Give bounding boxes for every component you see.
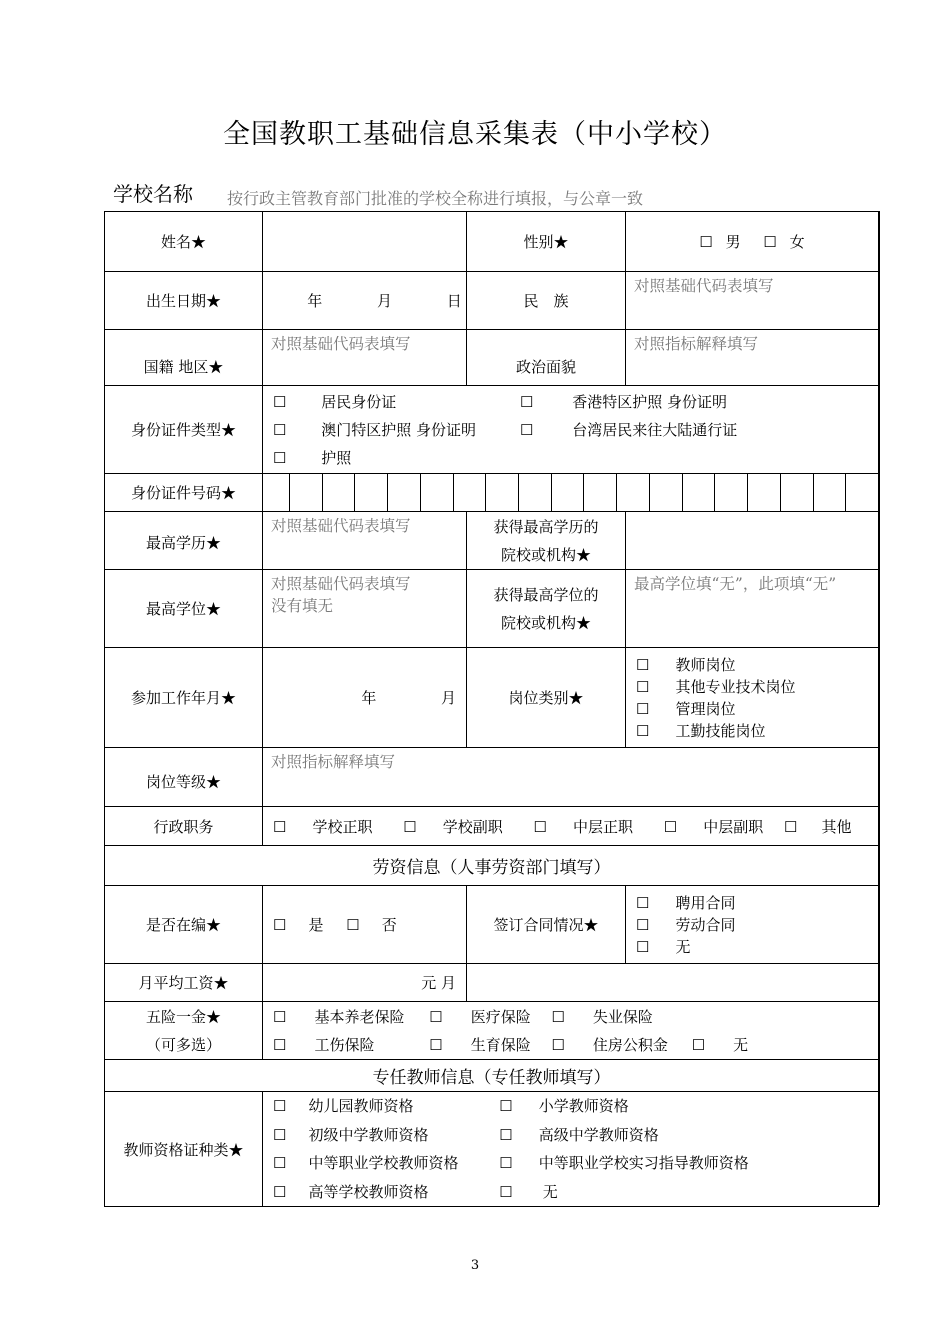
checkbox[interactable]: ☐ xyxy=(499,1097,513,1115)
post-tech: 其他专业技术岗位 xyxy=(675,677,796,696)
post-level-label: 岗位等级★ xyxy=(105,748,263,807)
year-label: 年 xyxy=(361,689,377,707)
checkbox[interactable]: ☐ xyxy=(273,1182,287,1201)
checkbox[interactable]: ☐ xyxy=(273,1007,287,1026)
checkbox[interactable]: ☐ xyxy=(273,1125,287,1144)
post-level-input[interactable]: 对照指标解释填写 xyxy=(263,748,879,807)
id-option-hk: 香港特区护照 身份证明 xyxy=(572,392,728,411)
insurance-options xyxy=(263,1002,879,1060)
id-digit-cell[interactable] xyxy=(485,474,518,511)
info-table xyxy=(104,211,878,1207)
ins-unemployment: 失业保险 xyxy=(592,1007,653,1026)
work-date-input[interactable] xyxy=(263,648,467,748)
id-digit-cell[interactable] xyxy=(583,474,616,511)
political-label: 政治面貌 xyxy=(467,330,626,386)
id-digit-cell[interactable] xyxy=(322,474,355,511)
id-digit-cell[interactable] xyxy=(354,474,387,511)
checkbox[interactable]: ☐ xyxy=(273,392,287,411)
admin-post-options xyxy=(263,807,879,846)
salary-label: 月平均工资★ xyxy=(105,964,263,1002)
id-digit-cell[interactable] xyxy=(747,474,780,511)
edu-inst-label-line1: 获得最高学历的 xyxy=(493,517,599,536)
id-digit-cell[interactable] xyxy=(616,474,649,511)
day-label: 日 xyxy=(446,292,462,310)
id-digit-cell[interactable] xyxy=(845,474,878,511)
birth-input[interactable] xyxy=(263,272,467,330)
cert-none: 无 xyxy=(542,1182,558,1201)
contract-label: 签订合同情况★ xyxy=(467,886,626,964)
checkbox[interactable]: ☐ xyxy=(636,915,650,934)
checkbox[interactable]: ☐ xyxy=(273,1035,287,1054)
checkbox[interactable]: ☐ xyxy=(403,817,417,836)
checkbox[interactable]: ☐ xyxy=(763,233,777,251)
school-name-hint[interactable]: 按行政主管教育部门批准的学校全称进行填报，与公章一致 xyxy=(227,189,644,208)
id-digit-cell[interactable] xyxy=(780,474,813,511)
checkbox[interactable]: ☐ xyxy=(699,233,713,251)
edu-input[interactable]: 对照基础代码表填写 xyxy=(263,512,467,570)
contract-labor: 劳动合同 xyxy=(675,915,736,934)
work-date-label: 参加工作年月★ xyxy=(105,648,263,748)
admin-post-label: 行政职务 xyxy=(105,807,263,846)
degree-hint-line2: 没有填无 xyxy=(271,597,334,615)
month-label: 月 xyxy=(376,292,392,310)
post-type-label: 岗位类别★ xyxy=(467,648,626,748)
section-pay-header: 劳资信息（人事劳资部门填写） xyxy=(105,846,879,886)
gender-male: 男 xyxy=(725,233,741,251)
id-type-options xyxy=(263,386,879,474)
id-digit-cell[interactable] xyxy=(551,474,584,511)
checkbox[interactable]: ☐ xyxy=(429,1035,443,1054)
admin-mid-head: 中层正职 xyxy=(572,817,633,836)
contract-options xyxy=(626,886,879,964)
checkbox[interactable]: ☐ xyxy=(499,1154,513,1172)
checkbox[interactable]: ☐ xyxy=(520,392,534,411)
checkbox[interactable]: ☐ xyxy=(429,1007,443,1026)
degree-inst-label-line1: 获得最高学位的 xyxy=(493,585,599,604)
political-input[interactable]: 对照指标解释填写 xyxy=(626,330,879,386)
id-digit-cell[interactable] xyxy=(420,474,453,511)
month-label: 月 xyxy=(440,689,456,707)
id-digit-cell[interactable] xyxy=(387,474,420,511)
id-digit-cell[interactable] xyxy=(290,474,322,511)
checkbox[interactable]: ☐ xyxy=(636,655,650,674)
gender-label: 性别★ xyxy=(467,212,626,272)
cert-senior: 高级中学教师资格 xyxy=(538,1125,659,1144)
id-number-cells[interactable] xyxy=(263,474,879,512)
insurance-label-line1: 五险一金★ xyxy=(145,1007,221,1026)
checkbox[interactable]: ☐ xyxy=(636,699,650,718)
staffed-options xyxy=(263,886,467,964)
insurance-label xyxy=(105,1002,263,1060)
page-number: 3 xyxy=(470,1258,480,1273)
degree-hint-line1: 对照基础代码表填写 xyxy=(271,575,411,593)
name-label: 姓名★ xyxy=(105,212,263,272)
checkbox[interactable]: ☐ xyxy=(273,817,287,836)
checkbox[interactable]: ☐ xyxy=(551,1035,565,1054)
checkbox[interactable]: ☐ xyxy=(636,937,650,956)
checkbox[interactable]: ☐ xyxy=(636,677,650,696)
edu-inst-label-line2: 院校或机构★ xyxy=(500,545,591,564)
staffed-label: 是否在编★ xyxy=(105,886,263,964)
cert-vocational: 中等职业学校教师资格 xyxy=(308,1154,459,1172)
id-digit-cell[interactable] xyxy=(453,474,486,511)
admin-school-head: 学校正职 xyxy=(312,817,373,836)
checkbox[interactable]: ☐ xyxy=(533,817,547,836)
ins-maternity: 生育保险 xyxy=(470,1035,531,1054)
checkbox[interactable]: ☐ xyxy=(346,916,360,934)
degree-inst-input[interactable]: 最高学位填“无”，此项填“无” xyxy=(626,570,879,648)
id-type-label: 身份证件类型★ xyxy=(105,386,263,474)
ins-housing-fund: 住房公积金 xyxy=(592,1035,668,1054)
checkbox[interactable]: ☐ xyxy=(691,1035,706,1054)
edu-label: 最高学历★ xyxy=(105,512,263,570)
contract-employ: 聘用合同 xyxy=(675,893,736,912)
checkbox[interactable]: ☐ xyxy=(551,1007,565,1026)
degree-input[interactable] xyxy=(263,570,467,648)
degree-inst-label xyxy=(467,570,626,648)
checkbox[interactable]: ☐ xyxy=(784,817,798,836)
edu-inst-label xyxy=(467,512,626,570)
gender-female: 女 xyxy=(789,233,805,251)
post-type-options xyxy=(626,648,879,748)
id-digit-cell[interactable] xyxy=(649,474,682,511)
id-digit-cell[interactable] xyxy=(518,474,551,511)
section-teacher-header: 专任教师信息（专任教师填写） xyxy=(105,1060,879,1092)
staffed-yes: 是 xyxy=(308,916,324,934)
salary-input[interactable]: 元 月 xyxy=(263,964,467,1002)
gender-options xyxy=(626,212,879,272)
name-input[interactable] xyxy=(263,212,467,272)
id-option-taiwan: 台湾居民来往大陆通行证 xyxy=(572,420,738,439)
checkbox[interactable]: ☐ xyxy=(520,420,534,439)
cert-vocational-practice: 中等职业学校实习指导教师资格 xyxy=(538,1154,749,1172)
checkbox[interactable]: ☐ xyxy=(273,1097,287,1115)
admin-other: 其他 xyxy=(821,817,852,836)
checkbox[interactable]: ☐ xyxy=(663,817,678,836)
ins-injury: 工伤保险 xyxy=(314,1035,375,1054)
cert-junior: 初级中学教师资格 xyxy=(308,1125,429,1144)
edu-inst-input[interactable] xyxy=(626,512,879,570)
checkbox[interactable]: ☐ xyxy=(273,916,287,934)
checkbox[interactable]: ☐ xyxy=(636,721,650,740)
checkbox[interactable]: ☐ xyxy=(273,420,287,439)
checkbox[interactable]: ☐ xyxy=(636,893,650,912)
birth-label: 出生日期★ xyxy=(105,272,263,330)
cert-options xyxy=(263,1092,879,1207)
id-option-passport: 护照 xyxy=(321,448,352,467)
checkbox[interactable]: ☐ xyxy=(499,1182,513,1201)
contract-none: 无 xyxy=(675,937,691,956)
id-option-macau: 澳门特区护照 身份证明 xyxy=(321,420,477,439)
degree-inst-label-line2: 院校或机构★ xyxy=(500,613,591,632)
id-digit-cell[interactable] xyxy=(714,474,747,511)
post-teacher: 教师岗位 xyxy=(675,655,736,674)
ins-pension: 基本养老保险 xyxy=(314,1007,405,1026)
post-labor: 工勤技能岗位 xyxy=(675,721,766,740)
id-digit-cell[interactable] xyxy=(682,474,715,511)
checkbox[interactable]: ☐ xyxy=(273,1154,287,1172)
cert-label: 教师资格证种类★ xyxy=(105,1092,263,1207)
ins-none: 无 xyxy=(733,1035,749,1054)
id-number-label: 身份证件号码★ xyxy=(105,474,263,512)
ethnic-label: 民 族 xyxy=(467,272,626,330)
nationality-label: 国籍 地区★ xyxy=(105,330,263,386)
id-digit-cell[interactable] xyxy=(813,474,846,511)
checkbox[interactable]: ☐ xyxy=(273,448,287,467)
cert-higher: 高等学校教师资格 xyxy=(308,1182,429,1201)
salary-blank xyxy=(467,964,879,1002)
insurance-label-line2: （可多选） xyxy=(145,1035,221,1054)
admin-school-deputy: 学校副职 xyxy=(442,817,503,836)
form-title: 全国教职工基础信息采集表（中小学校） xyxy=(223,119,727,150)
ethnic-input[interactable]: 对照基础代码表填写 xyxy=(626,272,879,330)
admin-mid-deputy: 中层副职 xyxy=(703,817,764,836)
degree-label: 最高学位★ xyxy=(105,570,263,648)
post-management: 管理岗位 xyxy=(675,699,736,718)
id-option-resident: 居民身份证 xyxy=(321,392,397,411)
nationality-input[interactable]: 对照基础代码表填写 xyxy=(263,330,467,386)
cert-primary: 小学教师资格 xyxy=(538,1097,629,1115)
school-name-label: 学校名称 xyxy=(113,182,193,206)
year-label: 年 xyxy=(307,292,323,310)
cert-kindergarten: 幼儿园教师资格 xyxy=(308,1097,414,1115)
staffed-no: 否 xyxy=(381,916,397,934)
checkbox[interactable]: ☐ xyxy=(499,1125,513,1144)
ins-medical: 医疗保险 xyxy=(470,1007,531,1026)
